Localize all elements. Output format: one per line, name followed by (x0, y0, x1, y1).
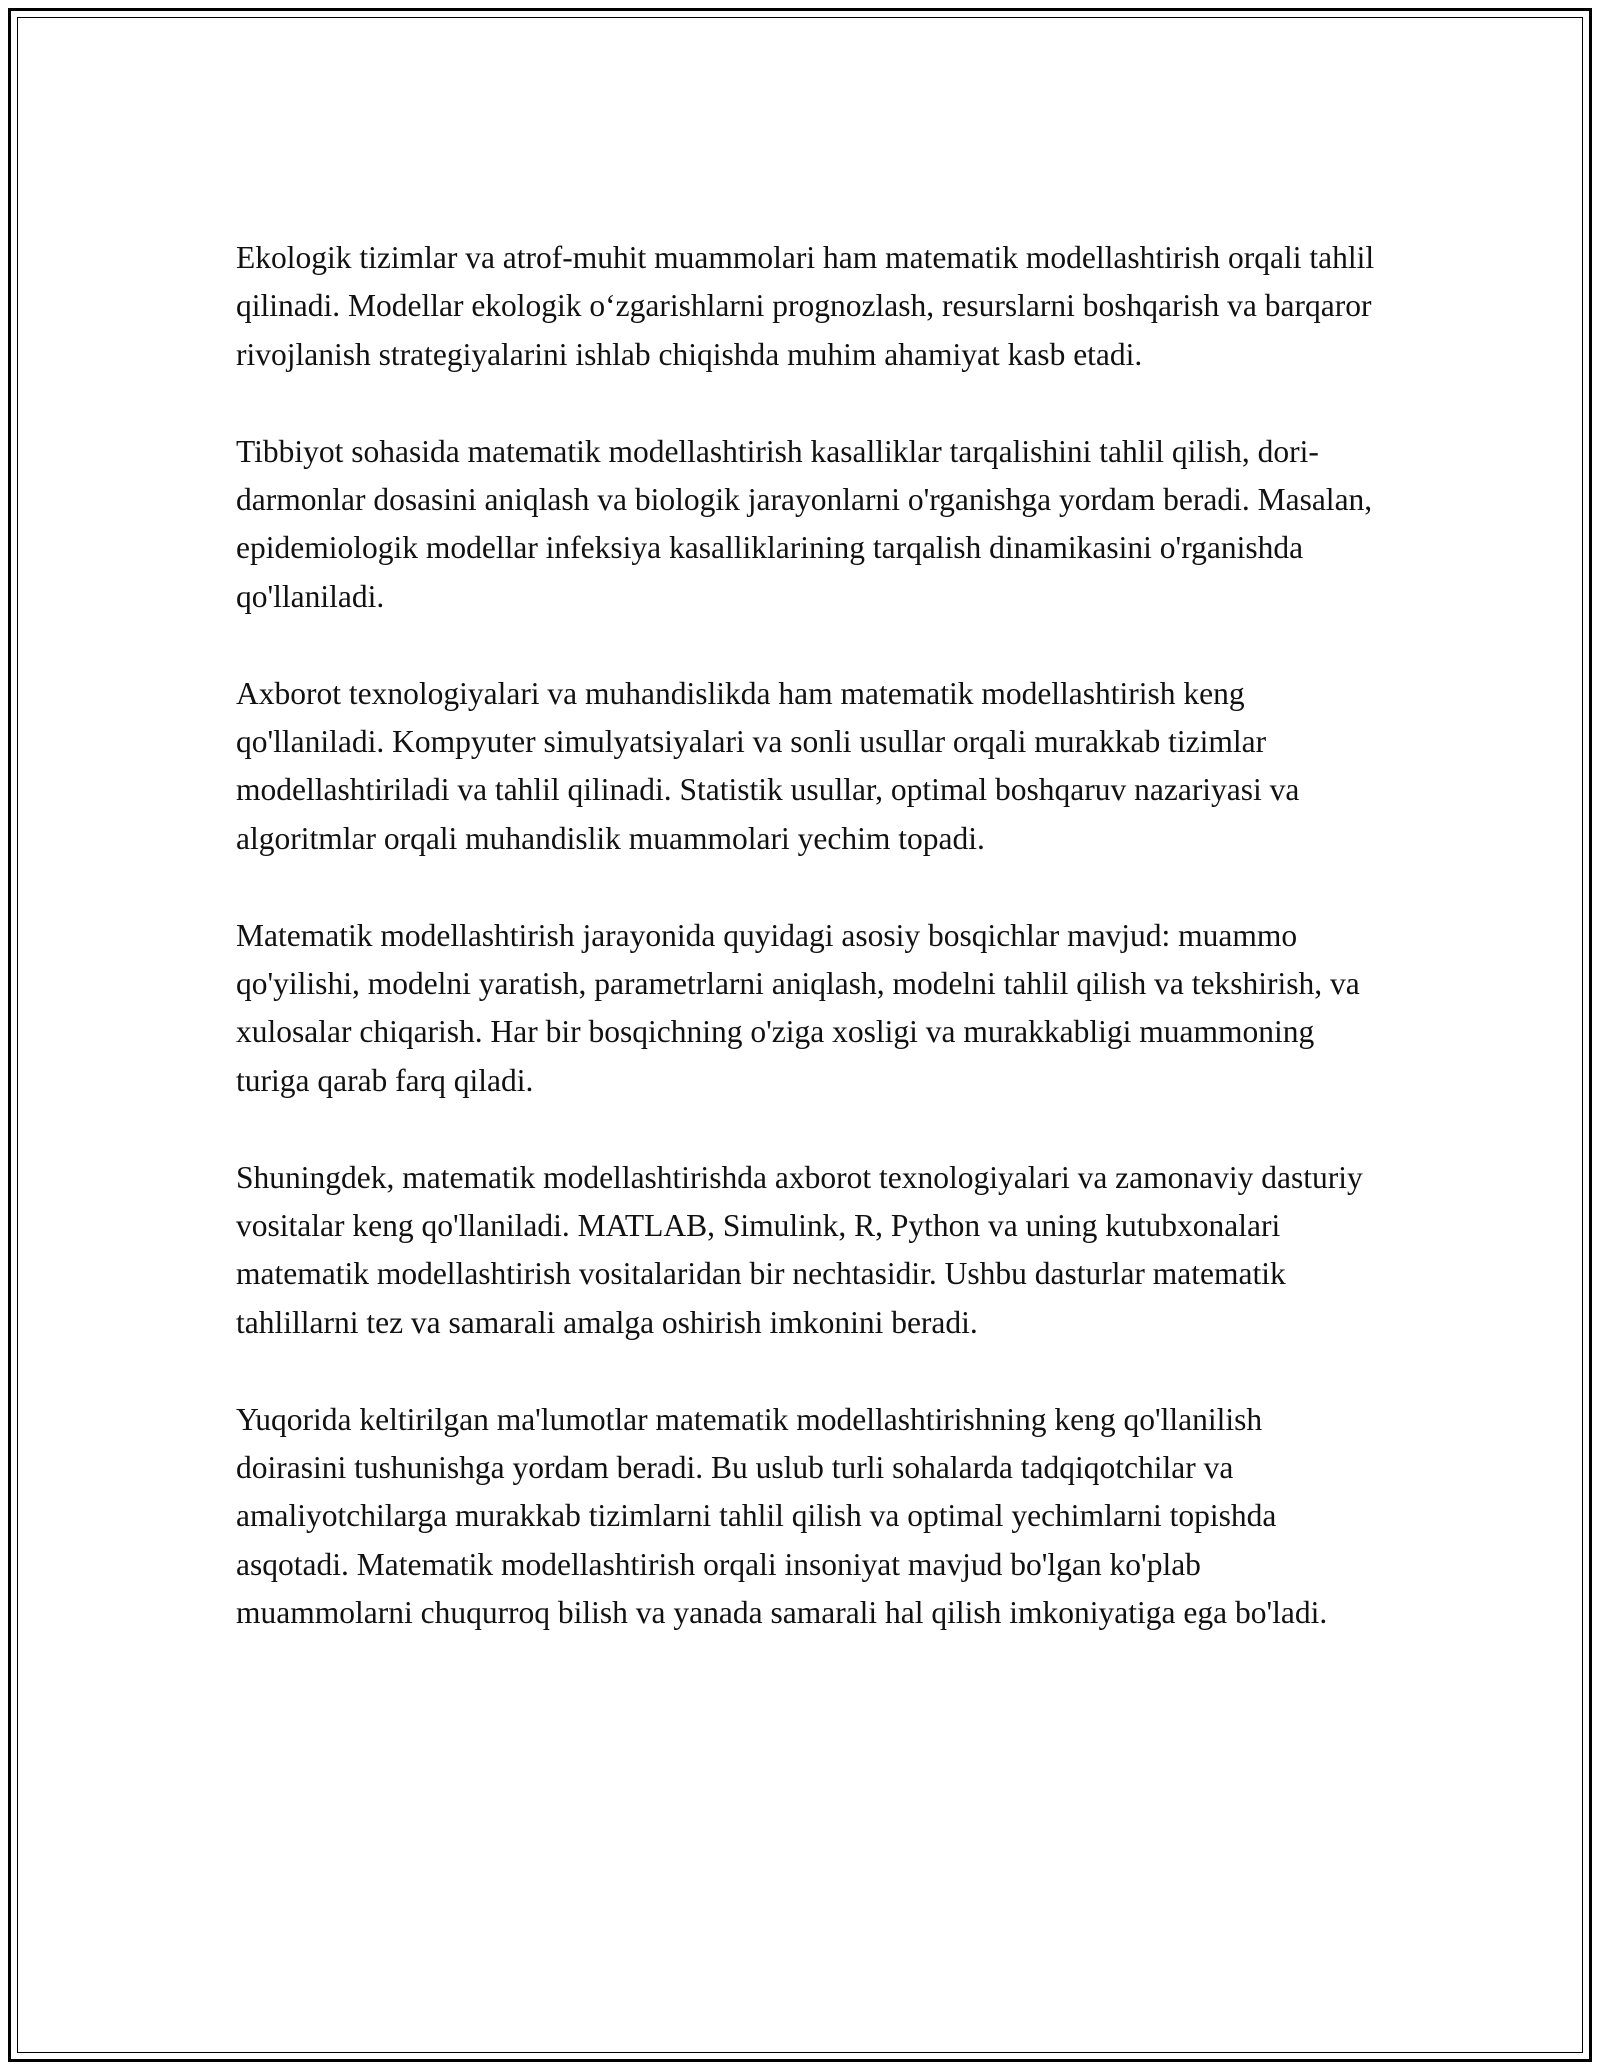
document-body (236, 234, 1376, 1686)
paragraph-stages: Matematik modellashtirish jarayonida quyidagi asosiy bosqichlar mavjud: muammo qo'yilishi, modelni yaratish, parametrlarni aniqlash, modelni tahlil qilish va tekshirish, va xulosalar chiqarish. Har bir bosqichning o'ziga xosligi va murakkabligi muammoning turiga qarab farq qiladi. (236, 917, 1360, 1098)
paragraph-medicine: Tibbiyot sohasida matematik modellashtirish kasalliklar tarqalishini tahlil qilish, dori-darmonlar dosasini aniqlash va biologik jarayonlarni o'rganishga yordam beradi. Masalan, epidemiologik modellar infeksiya kasalliklarining tarqalish dinamikasini o'rganishda qo'llaniladi. (236, 433, 1373, 614)
paragraph-conclusion: Yuqorida keltirilgan ma'lumotlar matematik modellashtirishning keng qo'llanilish doirasini tushunishga yordam beradi. Bu uslub turli sohalarda tadqiqotchilar va amaliyotchilarga murakkab tizimlarni tahlil qilish va optimal yechimlarni topishda asqotadi. Matematik modellashtirish orqali insoniyat mavjud bo'lgan ko'plab muammolarni chuqurroq bilish va yanada samarali hal qilish imkoniyatiga ega bo'ladi. (236, 1401, 1328, 1631)
paragraph-software-tools: Shuningdek, matematik modellashtirishda axborot texnologiyalari va zamonaviy dasturiy vositalar keng qo'llaniladi. MATLAB, Simulink, R, Python va uning kutubxonalari matematik modellashtirish vositalaridan bir nechtasidir. Ushbu dasturlar matematik tahlillarni tez va samarali amalga oshirish imkonini beradi. (236, 1159, 1363, 1340)
paragraph-ecology: Ekologik tizimlar va atrof-muhit muammolari ham matematik modellashtirish orqali tahlil qilinadi. Modellar ekologik o‘zgarishlarni prognozlash, resurslarni boshqarish va barqaror rivojlanish strategiyalarini ishlab chiqishda muhim ahamiyat kasb etadi. (236, 240, 1375, 372)
paragraph-engineering: Axborot texnologiyalari va muhandislikda ham matematik modellashtirish keng qo'llaniladi. Kompyuter simulyatsiyalari va sonli usullar orqali murakkab tizimlar modellashtiriladi va tahlil qilinadi. Statistik usullar, optimal boshqaruv nazariyasi va algoritmlar orqali muhandislik muammolari yechim topadi. (236, 675, 1300, 856)
